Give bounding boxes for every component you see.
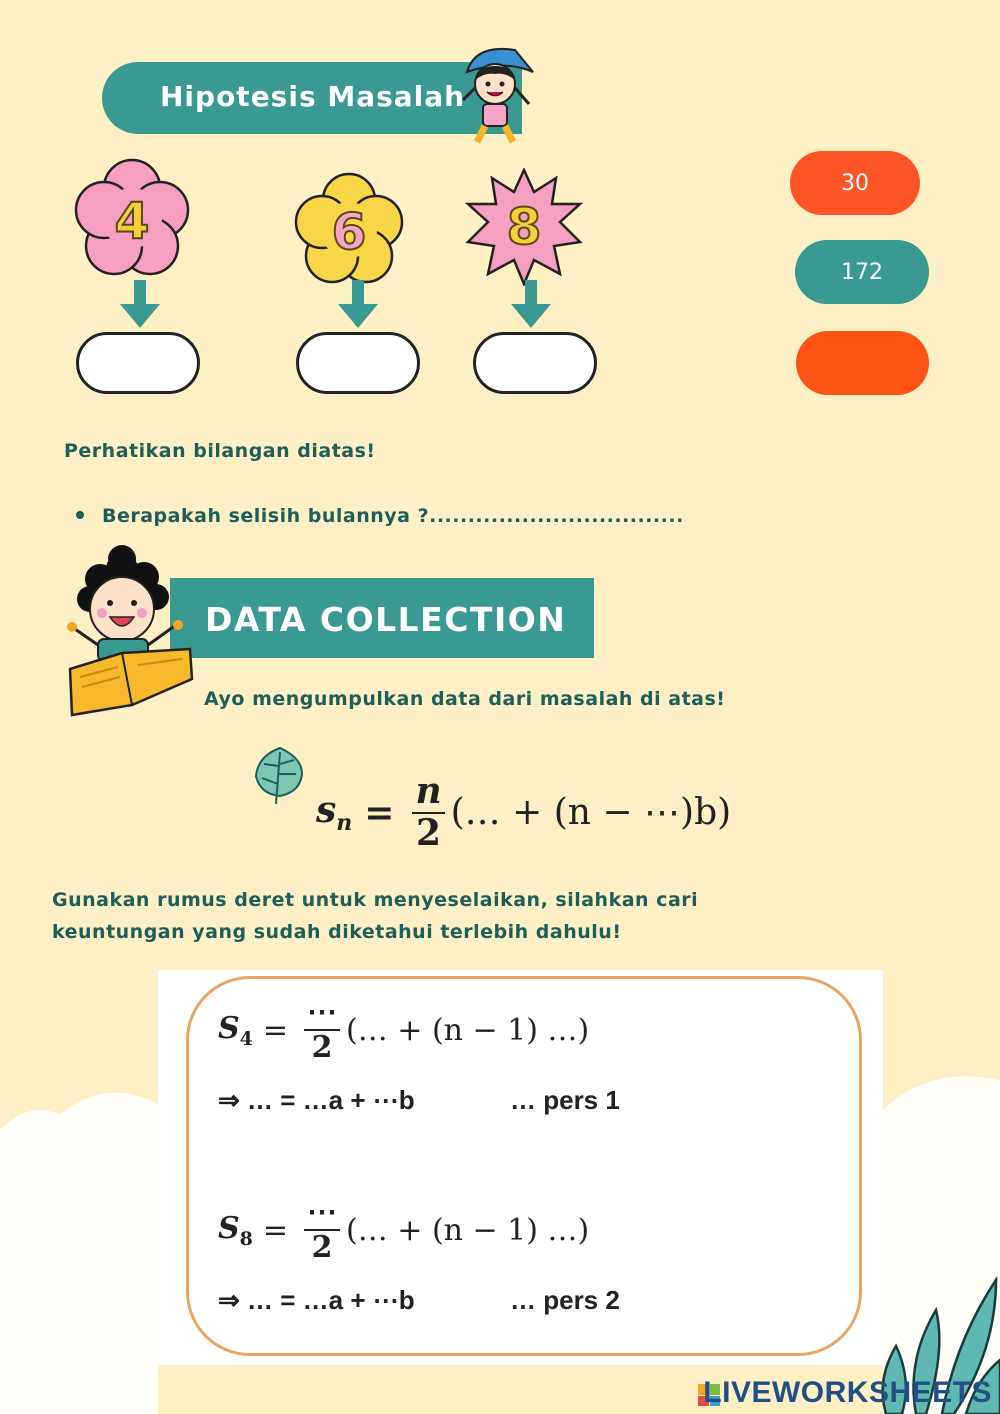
eq-frac-num: ⋯ — [304, 1196, 340, 1231]
arrow-down-icon — [118, 280, 162, 330]
eq-frac-den: 2 — [311, 1030, 333, 1065]
formula-equals: = — [364, 791, 395, 834]
eq-rest: (… + (n − 1) …) — [346, 1212, 590, 1248]
flower-number: 8 — [506, 198, 542, 256]
pers-2-label: … pers 2 — [510, 1285, 620, 1315]
choice-pill-2[interactable]: 172 — [795, 240, 929, 304]
observe-instruction: Perhatikan bilangan diatas! — [64, 440, 376, 462]
answer-input-3[interactable] — [473, 332, 597, 394]
watermark: LIVEWORKSHEETS — [703, 1376, 992, 1409]
answer-input-1[interactable] — [76, 332, 200, 394]
formula-frac-num: n — [415, 770, 442, 812]
arrow-down-icon — [509, 280, 553, 330]
data-collection-title: DATA COLLECTION — [205, 600, 567, 639]
flower-number: 4 — [114, 192, 150, 250]
starburst-pink-8 — [464, 168, 584, 286]
equation-s4 — [218, 996, 589, 1064]
choice-pill-3[interactable] — [796, 331, 929, 395]
eq-frac-num: ⋯ — [304, 996, 340, 1031]
formula-rest: (… + (n − ⋯)b) — [450, 792, 732, 834]
difference-question: Berapakah selisih bulannya ?................................. — [102, 505, 684, 527]
leaf-icon — [250, 744, 308, 806]
formula-lhs: s — [316, 789, 337, 831]
eq-sub: 8 — [239, 1227, 253, 1250]
collect-data-prompt: Ayo mengumpulkan data dari masalah di atas! — [204, 688, 726, 710]
girl-cartoon-icon — [455, 42, 535, 152]
flower-yellow-6 — [294, 172, 404, 284]
eq-lhs: S — [218, 1210, 240, 1246]
series-formula — [316, 772, 731, 853]
eq-equals: = — [262, 1212, 289, 1248]
eq-sub: 4 — [239, 1027, 253, 1050]
derivation-1: ⇒ … = …a + ⋯b — [218, 1085, 415, 1115]
equation-s8 — [218, 1196, 589, 1264]
formula-lhs-sub: n — [336, 810, 353, 837]
arrow-down-icon — [336, 280, 380, 330]
bullet-icon — [76, 511, 84, 519]
eq-rest: (… + (n − 1) …) — [346, 1012, 590, 1048]
formula-instruction-line-2: keuntungan yang sudah diketahui terlebih dahulu! — [52, 921, 622, 943]
eq-lhs: S — [218, 1010, 240, 1046]
eq-equals: = — [262, 1012, 289, 1048]
boy-reading-book-icon — [62, 545, 198, 723]
choice-pill-1[interactable]: 30 — [790, 151, 920, 215]
flower-pink-4 — [74, 158, 190, 276]
formula-frac-den: 2 — [416, 811, 442, 854]
pers-1-label: … pers 1 — [510, 1085, 620, 1115]
derivation-2: ⇒ … = …a + ⋯b — [218, 1285, 415, 1315]
answer-input-2[interactable] — [296, 332, 420, 394]
formula-instruction-line-1: Gunakan rumus deret untuk menyeselaikan, silahkan cari — [52, 889, 699, 911]
hypothesis-title: Hipotesis Masalah — [160, 80, 466, 113]
eq-frac-den: 2 — [311, 1230, 333, 1265]
flower-number: 6 — [331, 203, 367, 261]
